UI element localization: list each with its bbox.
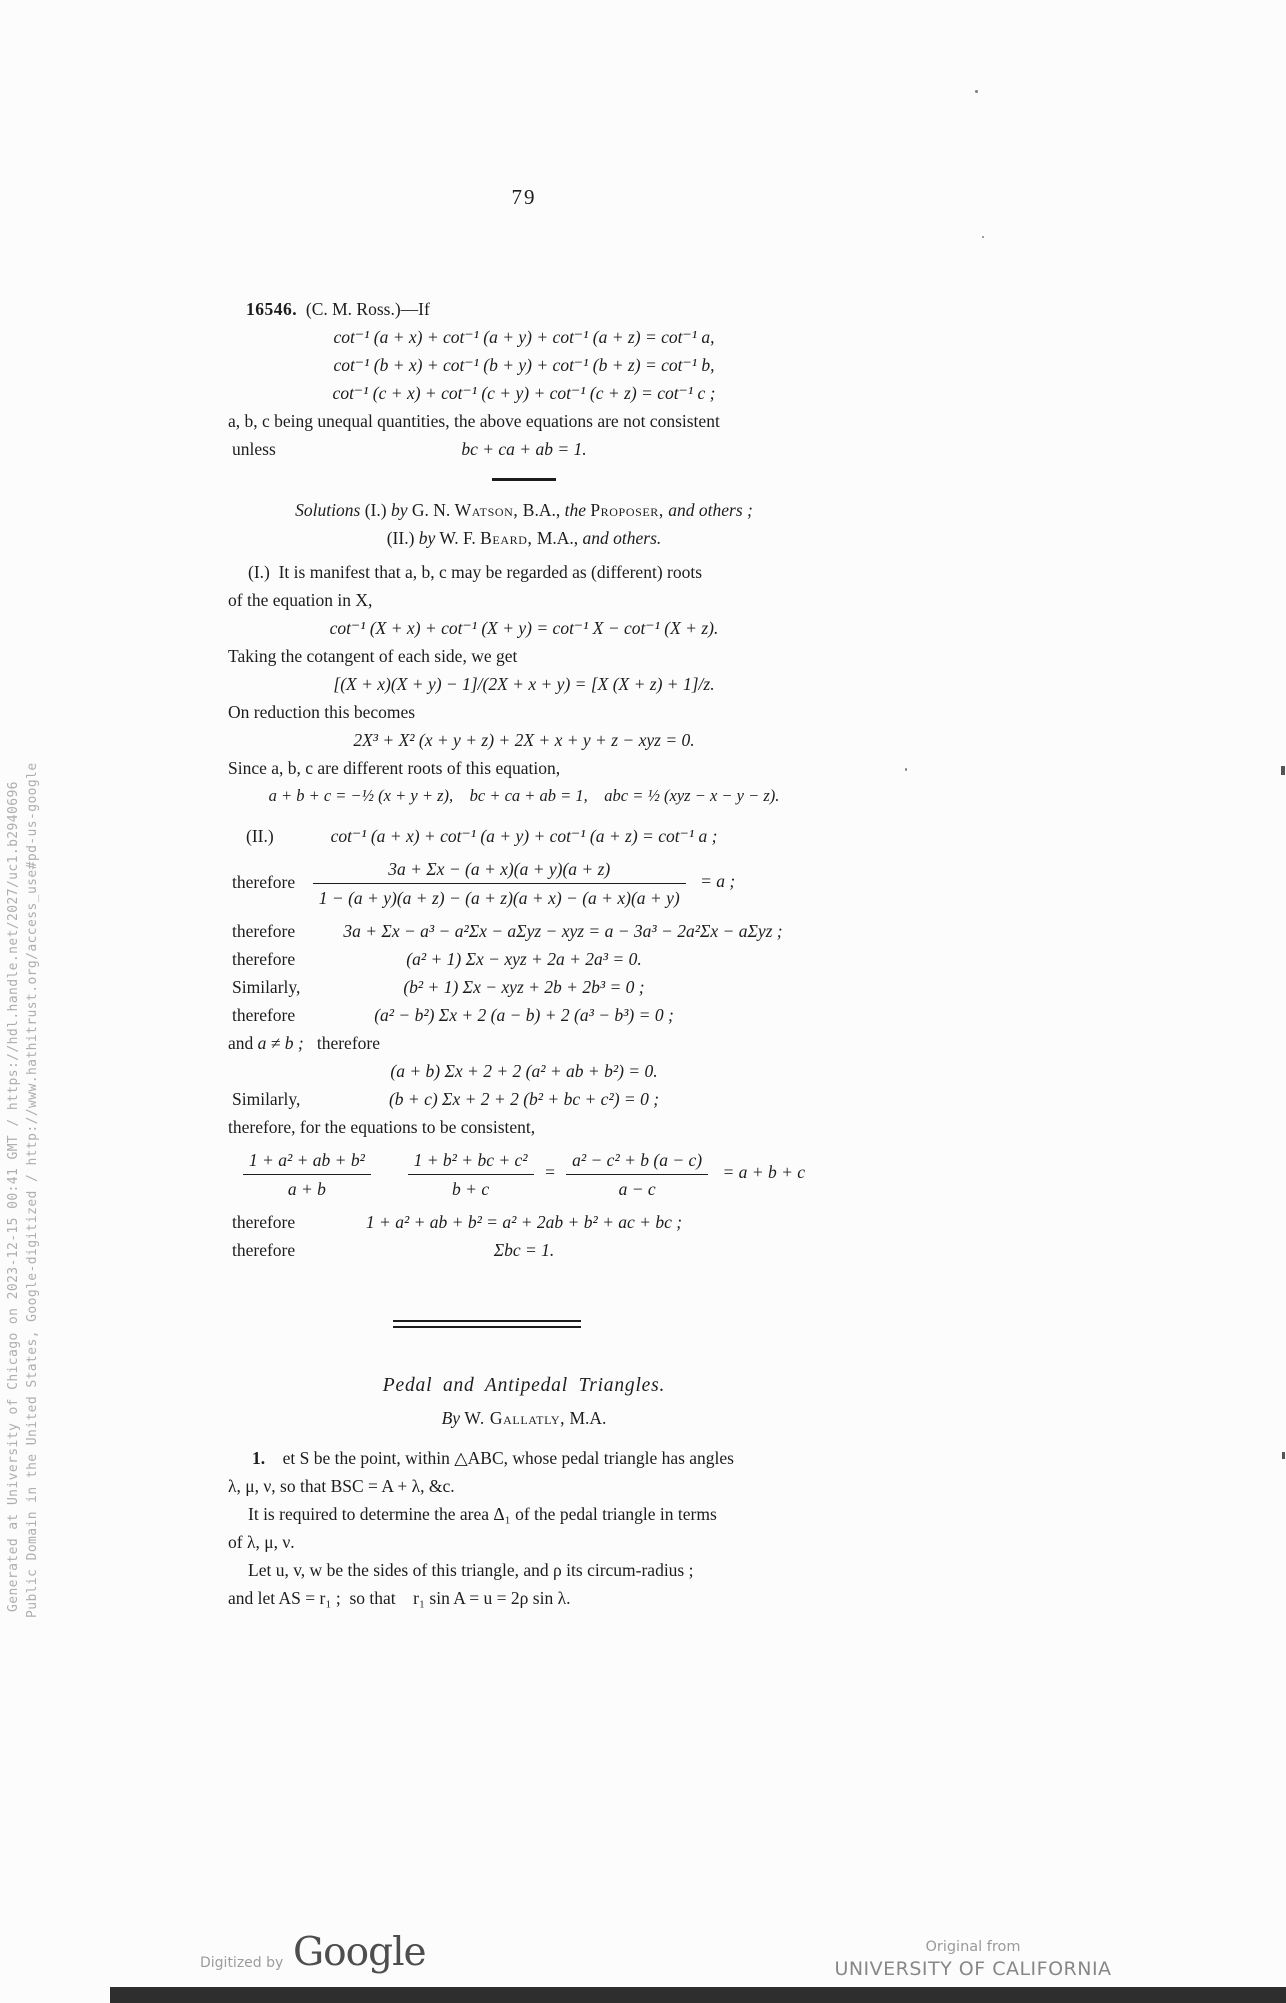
problem-equation-2: cot⁻¹ (b + x) + cot⁻¹ (b + y) + cot⁻¹ (b + z) = cot⁻¹ b,: [333, 355, 715, 375]
institution-name: UNIVERSITY OF CALIFORNIA: [834, 1958, 1112, 1980]
problem-unless-row: [228, 435, 820, 463]
solution1-equation-1: cot⁻¹ (X + x) + cot⁻¹ (X + y) = cot⁻¹ X − cot⁻¹ (X + z).: [329, 617, 719, 638]
solution1-line-5: Since a, b, c are different roots of this equation,: [228, 757, 561, 778]
solution1-line-1: (I.) It is manifest that a, b, c may be regarded as (different) roots: [248, 561, 703, 582]
derivation-row-9: therefore, for the equations to be consistent,: [228, 1116, 536, 1137]
scan-speck: [982, 236, 984, 238]
solutions-byline-1: Solutions (I.) by G. N. Watson, B.A., the Proposer, and others ;: [295, 499, 753, 520]
derivation-row-11: therefore Σbc = 1.: [232, 1239, 555, 1260]
derivation-row-4: Similarly, (b² + 1) Σx − xyz + 2b + 2b³ = 0 ;: [232, 976, 645, 997]
solution1-equation-3: 2X³ + X² (x + y + z) + 2X + x + y + z − xyz = 0.: [353, 729, 695, 750]
derivation-row-2: therefore 3a + Σx − a³ − a²Σx − aΣyz − xyz = a − 3a³ − 2a²Σx − aΣyz ;: [232, 920, 783, 941]
solution1-line-4: On reduction this becomes: [228, 701, 416, 722]
google-logo: Google: [293, 1930, 426, 1975]
article-para1-line1: 1. et S be the point, within △ABC, whose pedal triangle has angles: [252, 1447, 734, 1468]
solution1-equation-4: a + b + c = −½ (x + y + z), bc + ca + ab = 1, abc = ½ (xyz − x − y − z).: [268, 785, 780, 805]
derivation-row-7: (a + b) Σx + 2 + 2 (a² + ab + b²) = 0.: [390, 1060, 658, 1081]
scan-bottom-bar: [110, 1987, 1286, 2003]
article-para1-line2: λ, μ, ν, so that BSC = A + λ, &c.: [228, 1475, 455, 1496]
fraction-1: $\frac{\text{1 + a² + ab + b²}}{a + b}$: [243, 1147, 371, 1202]
derivation-row-10: therefore 1 + a² + ab + b² = a² + 2ab + b² + ac + bc ;: [232, 1211, 683, 1232]
solutions-byline-2: (II.) by W. F. Beard, M.A., and others.: [386, 527, 662, 548]
fraction-3: $\frac{\text{a² − c² + b (a − c)}}{a - c}$: [566, 1147, 708, 1202]
unless-label: unless: [232, 439, 276, 459]
unless-equation: bc + ca + ab = 1.: [461, 439, 587, 459]
footer-provenance: [823, 1938, 1123, 1982]
article-para3-line2: and let AS = r₁ ; so that r₁ sin A = u = 2ρ sin λ.: [228, 1587, 571, 1608]
scan-edge-mark: [1281, 766, 1285, 775]
problem-proposer: (C. M. Ross.)—If: [305, 299, 430, 319]
article-divider-rule: [393, 1320, 581, 1328]
fraction-2: $\frac{\text{1 + b² + bc + c²}}{b + c}$: [408, 1147, 534, 1202]
equals-sign: =: [543, 1162, 556, 1183]
article-para3-line1: Let u, v, w be the sides of this triangle, and ρ its circum-radius ;: [248, 1559, 694, 1580]
problem-equation-3: cot⁻¹ (c + x) + cot⁻¹ (c + y) + cot⁻¹ (c + z) = cot⁻¹ c ;: [332, 383, 716, 403]
article-title: Pedal and Antipedal Triangles.: [382, 1374, 666, 1396]
solution1-line-2: of the equation in X,: [228, 589, 373, 610]
article-byline: By W. Gallatly, M.A.: [441, 1407, 607, 1428]
paragraph-number: 1.: [252, 1447, 266, 1468]
scan-speck: [905, 768, 907, 771]
solution2-lead-row: [228, 822, 820, 850]
page-text-column: [228, 0, 820, 1612]
problem-number: 16546.: [246, 299, 298, 319]
article-para2-line2: of λ, μ, ν.: [228, 1531, 295, 1552]
scan-edge-mark: [1282, 1452, 1285, 1459]
digitized-by-label: Digitized by: [200, 1955, 284, 1971]
solution2-label: (II.): [246, 825, 274, 846]
derivation-row-5: therefore (a² − b²) Σx + 2 (a − b) + 2 (a³ − b³) = 0 ;: [232, 1004, 674, 1025]
consistency-tail: = a + b + c: [722, 1162, 806, 1183]
solution1-line-3: Taking the cotangent of each side, we get: [228, 645, 518, 666]
consistency-equation: [228, 1145, 820, 1204]
section-rule: [492, 478, 556, 481]
fraction-tail: = a ;: [700, 871, 736, 892]
fraction: $\frac{3a + \Sigma x - (a + x)(a + y)(a + z)}{1 - (a + y)(a + z) - (a + z)(a + x) - (a + x)(a + y)}$: [313, 856, 686, 911]
article-para2-line1: It is required to determine the area Δ₁ of the pedal triangle in terms: [248, 1503, 717, 1524]
hathitrust-generated-watermark: Generated at University of Chicago on 2023-12-15 00:41 GMT / https://hdl.handle.net/2027/uc1.b2940696: [6, 781, 21, 1612]
original-from-label: Original from: [925, 1939, 1021, 1955]
problem-equation-1: cot⁻¹ (a + x) + cot⁻¹ (a + y) + cot⁻¹ (a + z) = cot⁻¹ a,: [333, 327, 715, 347]
therefore-label: therefore: [232, 871, 296, 892]
derivation-row-8: Similarly, (b + c) Σx + 2 + 2 (b² + bc + c²) = 0 ;: [232, 1088, 660, 1109]
derivation-row-3: therefore (a² + 1) Σx − xyz + 2a + 2a³ = 0.: [232, 948, 642, 969]
solution2-lead-equation: cot⁻¹ (a + x) + cot⁻¹ (a + y) + cot⁻¹ (a + z) = cot⁻¹ a ;: [330, 825, 718, 846]
derivation-row-6: and a ≠ b ; therefore: [228, 1032, 380, 1053]
problem-statement: a, b, c being unequal quantities, the above equations are not consistent: [228, 411, 720, 431]
problem-heading: [228, 295, 820, 323]
derivation-fraction-row: [228, 854, 820, 913]
hathitrust-public-domain-watermark: Public Domain in the United States, Google-digitized / http://www.hathitrust.org/access_use#pd-us-google: [25, 762, 40, 1618]
page-number: 79: [511, 185, 537, 209]
solution1-equation-2: [(X + x)(X + y) − 1]/(2X + x + y) = [X (X + z) + 1]/z.: [333, 673, 715, 694]
scan-speck: [975, 90, 978, 93]
